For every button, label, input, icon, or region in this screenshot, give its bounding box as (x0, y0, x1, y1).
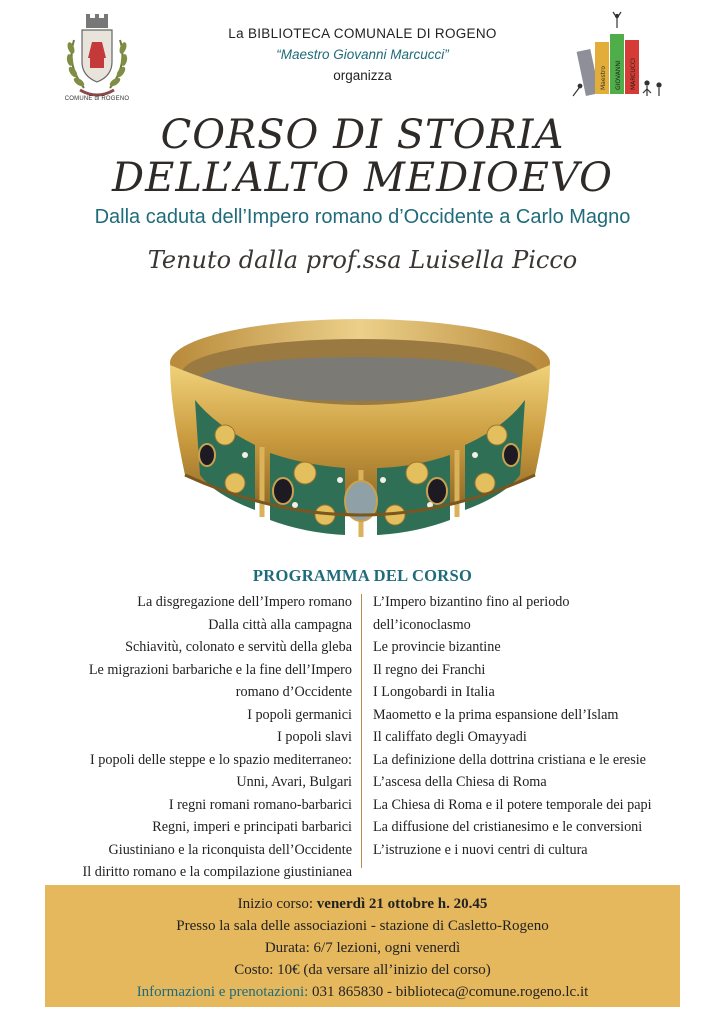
program-topic: Giustiniano e la riconquista dell’Occidente (108, 841, 352, 858)
program-topic: Schiavitù, colonato e servitù della gleba (125, 639, 352, 655)
program-topic: I regni romani romano-barbarici (168, 796, 352, 813)
program-topic: Regni, imperi e principati barbarici (152, 819, 352, 835)
coat-of-arms-icon (62, 10, 132, 106)
contact-label: Informazioni e prenotazioni: (136, 984, 309, 1000)
logo-word-maestro: Maestro (600, 65, 607, 90)
program-topic: Il califfato degli Omayyadi (373, 729, 527, 745)
start-label: Inizio corso: (237, 896, 317, 912)
library-books-logo-icon (565, 10, 670, 102)
program-topic: I popoli germanici (247, 706, 352, 723)
program-topic: dell’iconoclasmo (373, 616, 471, 633)
logo-word-marcucci: MARCUCCI (630, 58, 637, 90)
course-title-line-1: CORSO DI STORIA (160, 112, 565, 158)
municipality-label: COMUNE di ROGENO (64, 96, 130, 102)
program-topic: L’istruzione e i nuovi centri di cultura (373, 841, 588, 858)
program-topic: Le migrazioni barbariche e la fine dell’Impero (88, 661, 352, 678)
teacher-line: Tenuto dalla prof.ssa Luisella Picco (147, 246, 578, 274)
contact-value: 031 865830 - biblioteca@comune.rogeno.lc.it (308, 984, 589, 1000)
library-name: “Maestro Giovanni Marcucci” (276, 47, 449, 62)
program-topic: I Longobardi in Italia (373, 684, 495, 700)
program-left-column (40, 591, 352, 884)
program-topic: I popoli slavi (277, 729, 352, 745)
program-divider (361, 594, 362, 868)
start-line (45, 893, 680, 915)
program-topic: L’Impero bizantino fino al periodo (373, 594, 570, 610)
program-topic: La definizione della dottrina cristiana e le eresie (373, 751, 646, 768)
program-heading: PROGRAMMA DEL CORSO (252, 566, 473, 585)
logo-word-giovanni: GIOVANNI (615, 60, 622, 90)
start-value: venerdì 21 ottobre h. 20.45 (316, 896, 488, 912)
program-topic: L’ascesa della Chiesa di Roma (373, 774, 547, 790)
program-topic: Dalla città alla campagna (208, 616, 352, 633)
program-topic: Il diritto romano e la compilazione giustinianea (82, 864, 352, 880)
iron-crown-image (145, 305, 575, 555)
program-topic: La diffusione del cristianesimo e le conversioni (373, 819, 643, 835)
course-subtitle: Dalla caduta dell’Impero romano d’Occidente a Carlo Magno (94, 206, 631, 228)
organizes-label: organizza (333, 68, 392, 83)
duration-line: Durata: 6/7 lezioni, ogni venerdì (264, 940, 461, 956)
program-topic: Le provincie bizantine (373, 639, 501, 655)
library-line: La BIBLIOTECA COMUNALE DI ROGENO (228, 26, 497, 41)
cost-line: Costo: 10€ (da versare all’inizio del corso) (234, 962, 491, 978)
program-topic: La disgregazione dell’Impero romano (137, 594, 352, 610)
program-topic: Unni, Avari, Bulgari (236, 774, 352, 790)
program-topic: Maometto e la prima espansione dell’Islam (373, 706, 619, 723)
course-title-line-2: DELL’ALTO MEDIOEVO (112, 155, 613, 201)
program-right-column (373, 591, 708, 861)
info-lines (45, 893, 680, 1003)
program-topic: romano d’Occidente (235, 684, 352, 700)
program-topic: Il regno dei Franchi (373, 661, 486, 678)
program-topic: La Chiesa di Roma e il potere temporale dei papi (373, 796, 652, 813)
program-topic: I popoli delle steppe e lo spazio mediterraneo: (90, 751, 352, 768)
location-line: Presso la sala delle associazioni - stazione di Casletto-Rogeno (176, 918, 549, 934)
contact-line (45, 981, 680, 1003)
